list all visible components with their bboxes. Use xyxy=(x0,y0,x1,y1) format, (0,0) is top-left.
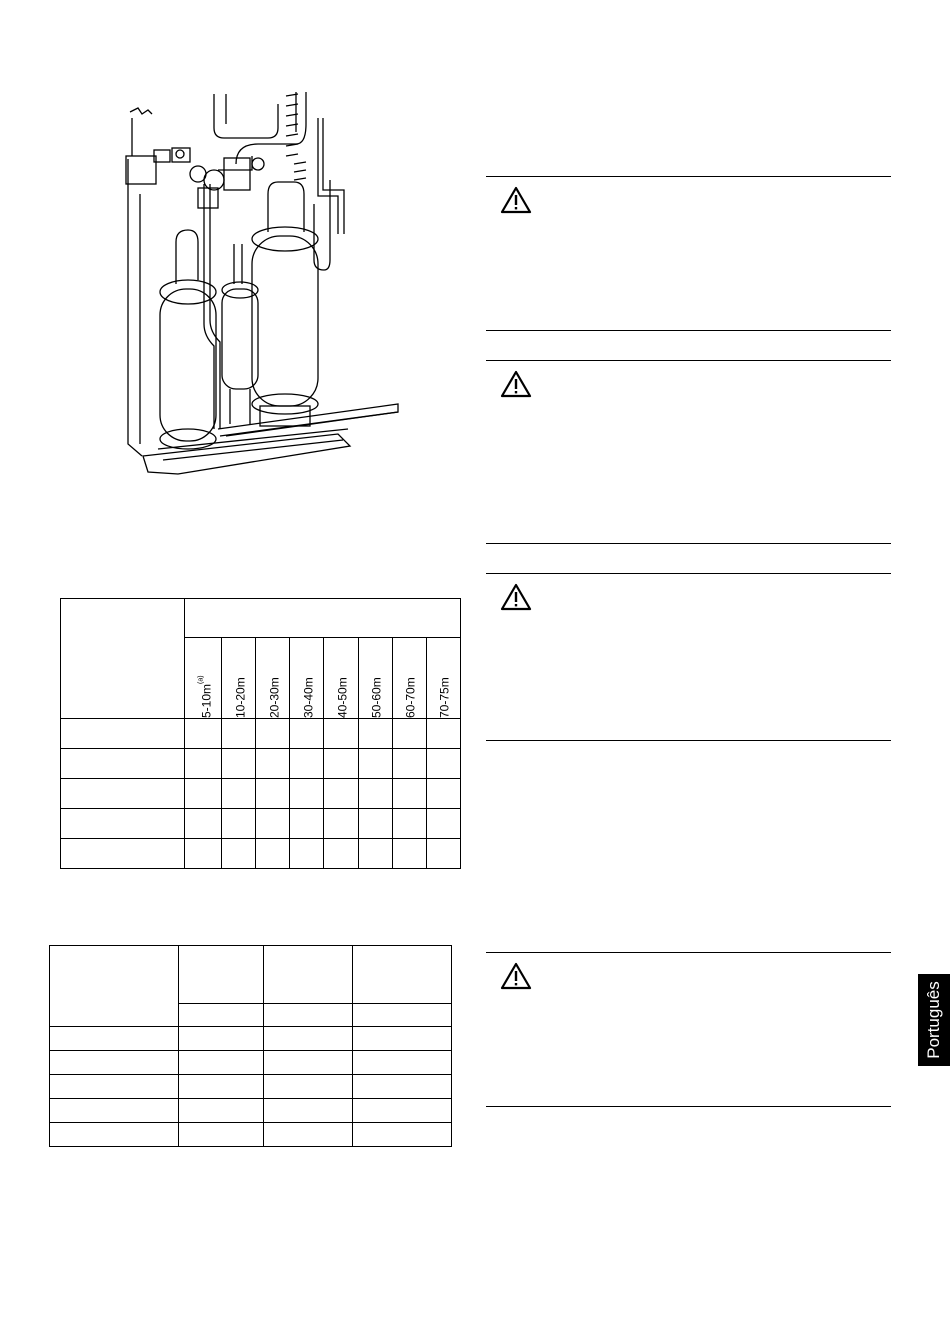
compressor-unit-drawing xyxy=(118,84,404,494)
warning-block-bottom-rule xyxy=(486,1106,891,1107)
table1-header-cell: 50-60m xyxy=(358,638,392,719)
table-row xyxy=(61,779,461,809)
table1-header-cell: 40-50m xyxy=(324,638,358,719)
table2-subheader-cell xyxy=(264,1004,353,1027)
table1-header-cell: $5-10m^{(a)}$ xyxy=(185,638,222,719)
pipe-length-table xyxy=(60,598,461,869)
warning-block-top-rule xyxy=(486,573,891,574)
table-row xyxy=(50,1099,452,1123)
table-row xyxy=(61,839,461,869)
language-side-tab xyxy=(918,974,950,1066)
secondary-table xyxy=(49,945,452,1147)
table1-header-cell: 70-75m xyxy=(426,638,460,719)
table2-subheader-cell xyxy=(179,1004,264,1027)
table2-corner-cell xyxy=(50,946,179,1027)
table1-corner-cell xyxy=(61,599,185,719)
table-row xyxy=(50,1075,452,1099)
table2-subheader-cell xyxy=(353,1004,452,1027)
warning-triangle-icon xyxy=(500,370,532,398)
warning-block-top-rule xyxy=(486,360,891,361)
warning-triangle-icon xyxy=(500,186,532,214)
table-row xyxy=(61,719,461,749)
warning-triangle-icon xyxy=(500,962,532,990)
table1-header-cell: 10-20m xyxy=(222,638,256,719)
table-row xyxy=(50,1123,452,1147)
table2-header-cell xyxy=(353,946,452,1004)
table1-header-cell: 30-40m xyxy=(290,638,324,719)
table1-header-cell: 60-70m xyxy=(392,638,426,719)
table2-header-cell xyxy=(264,946,353,1004)
table-row xyxy=(50,1027,452,1051)
warning-block-bottom-rule xyxy=(486,543,891,544)
language-tab-label: Português xyxy=(924,981,943,1059)
warning-block-top-rule xyxy=(486,176,891,177)
warning-triangle-icon xyxy=(500,583,532,611)
table1-group-header xyxy=(185,599,461,638)
warning-block-bottom-rule xyxy=(486,740,891,741)
table-row xyxy=(61,809,461,839)
table1-header-cell: 20-30m xyxy=(256,638,290,719)
warning-block-top-rule xyxy=(486,952,891,953)
table-row xyxy=(61,749,461,779)
table-row xyxy=(50,1051,452,1075)
table2-header-cell xyxy=(179,946,264,1004)
warning-block-bottom-rule xyxy=(486,330,891,331)
